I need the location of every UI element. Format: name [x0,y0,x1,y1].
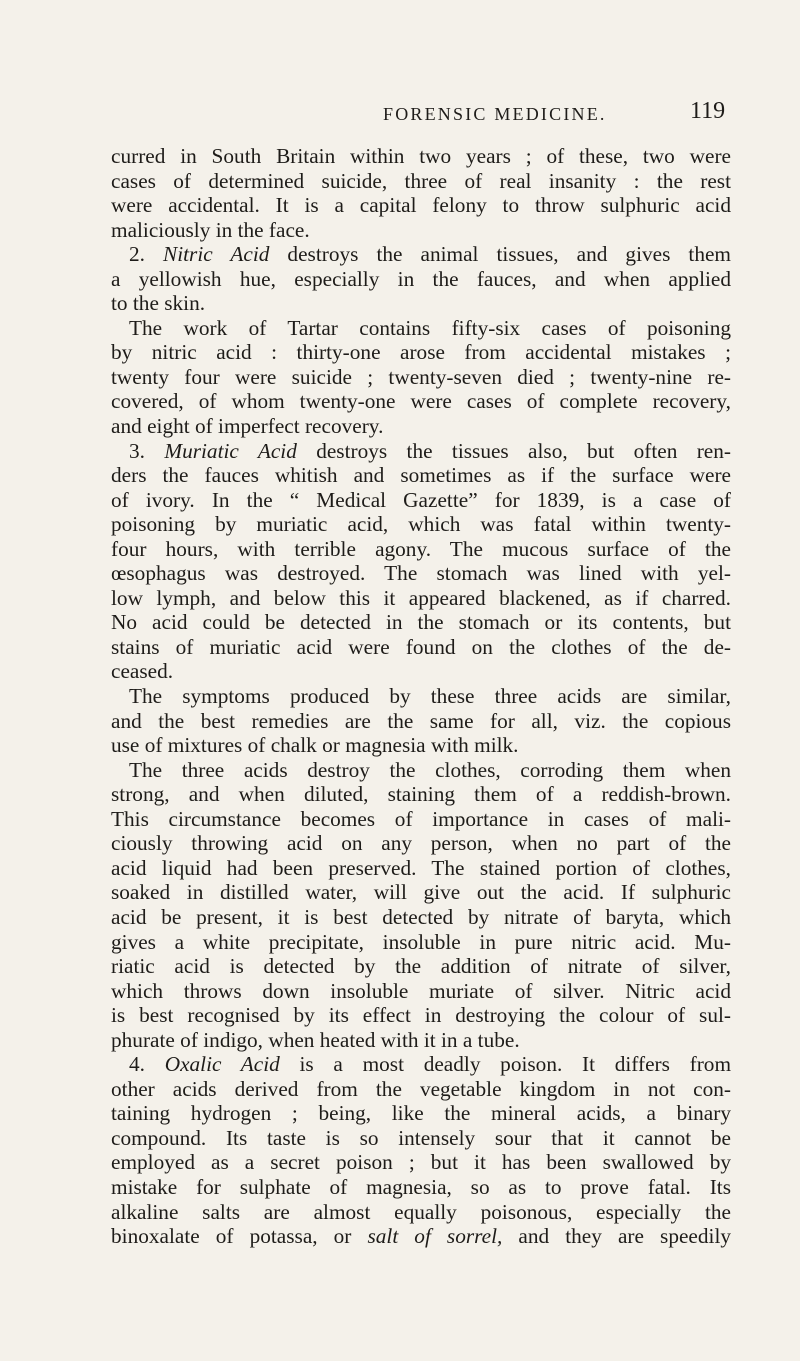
text-line: compound. Its taste is so intensely sour that it cannot be [111,1125,731,1150]
text-line: œsophagus was destroyed. The stomach was lined with yel- [111,561,731,586]
italic-term: salt of sorrel, [367,1224,503,1249]
text-line: The work of Tartar contains fifty-six cases of poisoning [129,315,731,340]
text-line: maliciously in the face. [111,217,310,242]
body-text [111,144,731,1249]
text-line: of ivory. In the “ Medical Gazette” for 1839, is a case of [111,487,731,512]
text-line: twenty four were suicide ; twenty-seven died ; twenty-nine re- [111,364,731,389]
text-line: stains of muriatic acid were found on the clothes of the de- [111,634,731,659]
text-line: four hours, with terrible agony. The mucous surface of the [111,536,731,561]
text-line: and eight of imperfect recovery. [111,414,384,439]
text-line: binoxalate of potassa, or salt of sorrel, and they are speedily [111,1224,732,1249]
text-line: ciously throwing acid on any person, when no part of the [111,831,731,856]
text-line: low lymph, and below this it appeared blackened, as if charred. [111,585,731,610]
text-line: cases of determined suicide, three of real insanity : the rest [111,168,731,193]
text-line: mistake for sulphate of magnesia, so as to prove fatal. Its [111,1174,731,1199]
text-line: This circumstance becomes of importance in cases of mali- [111,806,731,831]
text-line: use of mixtures of chalk or magnesia with milk. [111,733,519,758]
running-title: FORENSIC MEDICINE. [383,104,607,124]
text-line: to the skin. [111,291,206,316]
text-line: 2. Nitric Acid destroys the animal tissues, and gives them [129,242,731,267]
text-line: covered, of whom twenty-one were cases of complete recovery, [111,389,731,414]
text-line: The symptoms produced by these three acids are similar, [129,684,731,709]
italic-term: Oxalic Acid [164,1052,280,1077]
text-line: poisoning by muriatic acid, which was fatal within twenty- [111,512,731,537]
text-line: were accidental. It is a capital felony to throw sulphuric acid [111,193,731,218]
page-number: 119 [690,98,726,124]
running-head [0,98,800,132]
text-line: The three acids destroy the clothes, corroding them when [129,757,731,782]
text-line: and the best remedies are the same for all, viz. the copious [111,708,731,733]
text-line: acid liquid had been preserved. The stained portion of clothes, [111,855,731,880]
text-line: 3. Muriatic Acid destroys the tissues also, but often ren- [129,438,731,463]
italic-term: Nitric Acid [163,242,270,267]
text-line: which throws down insoluble muriate of silver. Nitric acid [111,978,731,1003]
text-line: ceased. [111,659,174,684]
text-line: a yellowish hue, especially in the fauces, and when applied [111,266,731,291]
text-line: alkaline salts are almost equally poisonous, especially the [111,1199,731,1224]
text-line: employed as a secret poison ; but it has been swallowed by [111,1150,731,1175]
text-line: No acid could be detected in the stomach or its contents, but [111,610,731,635]
text-line: is best recognised by its effect in destroying the colour of sul- [111,1003,731,1028]
text-line: ders the fauces whitish and sometimes as if the surface were [111,463,731,488]
text-line: soaked in distilled water, will give out the acid. If sulphuric [111,880,731,905]
text-line: gives a white precipitate, insoluble in pure nitric acid. Mu- [111,929,731,954]
text-line: phurate of indigo, when heated with it in a tube. [111,1027,520,1052]
italic-term: Muriatic Acid [164,438,297,463]
text-line: taining hydrogen ; being, like the mineral acids, a binary [111,1101,731,1126]
text-line: other acids derived from the vegetable kingdom in not con- [111,1076,731,1101]
text-line: by nitric acid : thirty-one arose from accidental mistakes ; [111,340,731,365]
text-line: strong, and when diluted, staining them of a reddish-brown. [111,782,731,807]
text-line: curred in South Britain within two years ; of these, two were [111,144,731,168]
text-line: acid be present, it is best detected by nitrate of baryta, which [111,904,731,929]
text-line: 4. Oxalic Acid is a most deadly poison. It differs from [129,1052,732,1077]
text-line: riatic acid is detected by the addition of nitrate of silver, [111,954,731,979]
